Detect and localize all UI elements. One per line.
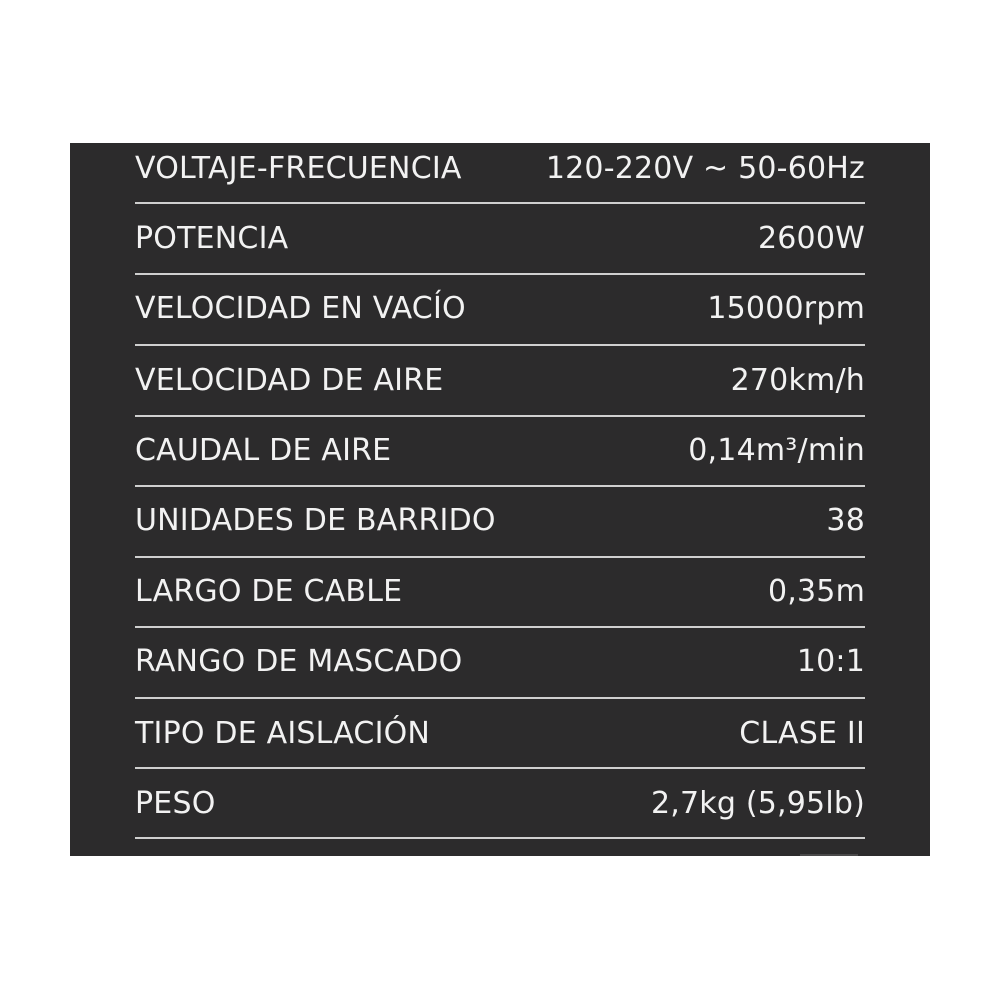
spec-value: 38 xyxy=(826,502,865,538)
spec-row-power xyxy=(135,203,865,273)
spec-table xyxy=(70,143,930,856)
spec-row-cable-length xyxy=(135,556,865,626)
spec-row-air-speed xyxy=(135,345,865,415)
row-divider xyxy=(135,837,865,839)
panel-corner-mark xyxy=(800,854,858,856)
spec-row-air-flow xyxy=(135,415,865,485)
spec-label: POTENCIA xyxy=(135,220,289,256)
spec-value: CLASE II xyxy=(739,715,865,751)
spec-row-masking-range xyxy=(135,626,865,696)
spec-row-sweep-units xyxy=(135,485,865,555)
spec-value: 2,7kg (5,95lb) xyxy=(650,785,865,821)
spec-row-no-load-speed xyxy=(135,273,865,343)
spec-label: TIPO DE AISLACIÓN xyxy=(135,715,431,751)
spec-value: 270km/h xyxy=(730,362,865,398)
spec-value: 10:1 xyxy=(796,643,865,679)
spec-label: VOLTAJE-FRECUENCIA xyxy=(135,150,462,186)
spec-label: VELOCIDAD DE AIRE xyxy=(135,362,444,398)
spec-row-weight xyxy=(135,768,865,838)
spec-value: 120-220V ~ 50-60Hz xyxy=(545,150,865,186)
spec-label: RANGO DE MASCADO xyxy=(135,643,463,679)
spec-label: CAUDAL DE AIRE xyxy=(135,432,392,468)
spec-label: VELOCIDAD EN VACÍO xyxy=(135,290,466,326)
spec-row-voltage-frequency xyxy=(135,143,865,203)
spec-value: 0,35m xyxy=(767,573,865,609)
spec-row-insulation-type xyxy=(135,698,865,768)
spec-label: LARGO DE CABLE xyxy=(135,573,403,609)
spec-value: 0,14m³/min xyxy=(688,432,865,468)
spec-value: 15000rpm xyxy=(707,290,865,326)
spec-label: UNIDADES DE BARRIDO xyxy=(135,502,496,538)
spec-value: 2600W xyxy=(757,220,865,256)
spec-label: PESO xyxy=(135,785,216,821)
